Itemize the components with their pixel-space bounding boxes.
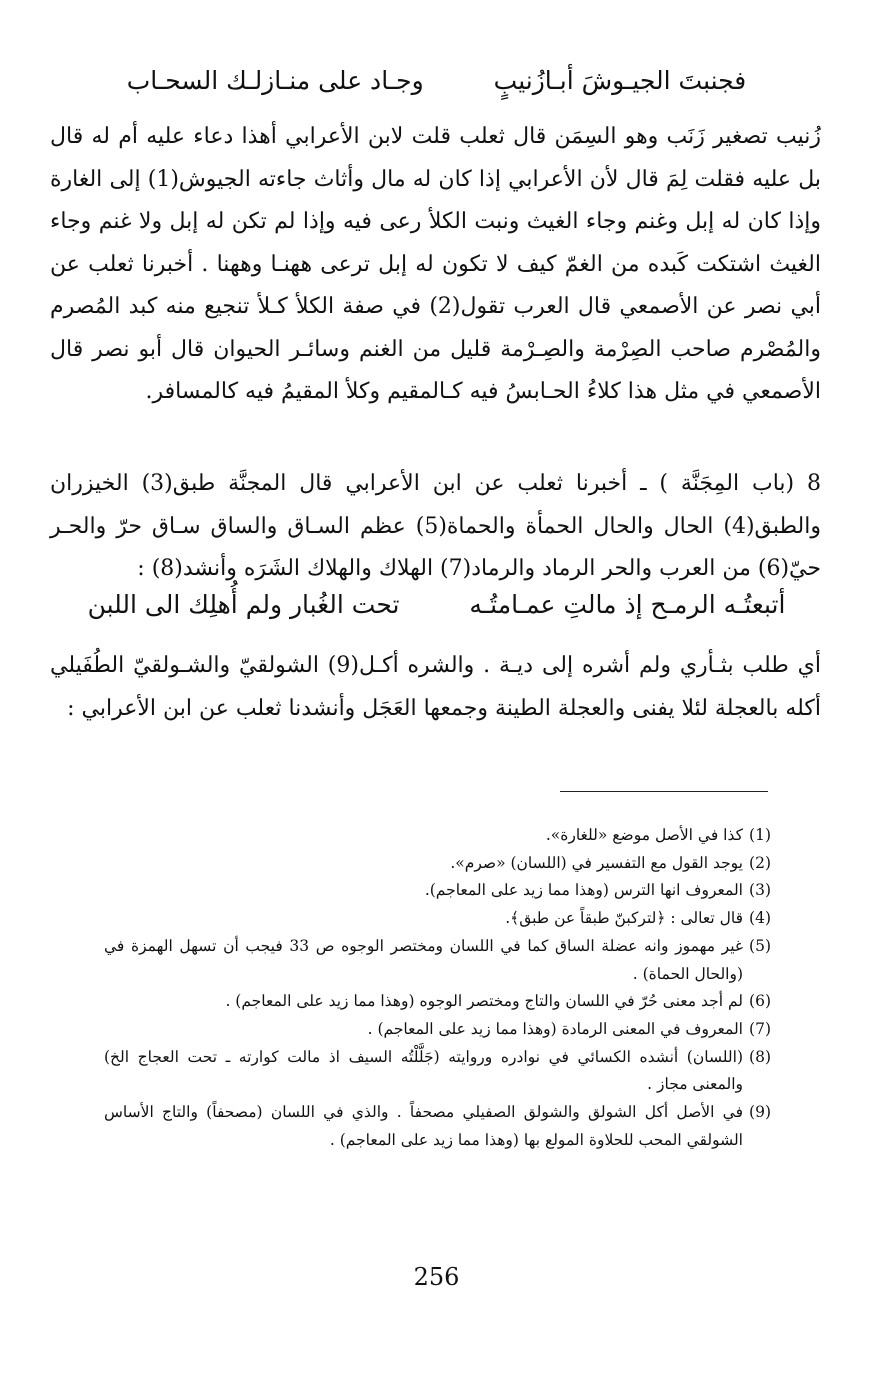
footnote-text: المعروف في المعنى الرمادة (وهذا مما زيد على المعاجم) . — [367, 1019, 743, 1038]
verse-left-hemistich: تحت الغُبار ولم أُهلِك الى اللبن — [87, 590, 400, 619]
footnote-text: غير مهموز وانه عضلة الساق كما في اللسان ومختصر الوجوه ص 33 فيجب أن تسهل الهمزة في (والحال الحماة) . — [104, 936, 743, 983]
verse-left-hemistich: وجـاد على منـازلـك السحـاب — [126, 66, 424, 95]
footnote — [104, 1016, 771, 1044]
footnote-number: (7) — [749, 1019, 771, 1038]
paragraph-2-text: 8 (باب المِجَنَّة ) ـ أخبرنا ثعلب عن ابن الأعرابي قال المجنَّة طبق(3) الخيزران والطبق(4) الحال والحال الحمأة والحماة(5) عظم السـاق والساق سـاق حرّ والحـر حيّ(6) من العرب والحر الرماد والرماد(7) الهلاك والهلاك الشَرَه وأنشد(8) : — [50, 471, 821, 581]
footnote-number: (1) — [749, 826, 771, 844]
paragraph-2 — [50, 463, 821, 591]
verse-right-hemistich: أتبعتُـه الرمـح إذ مالتِ عمـامتُـه — [469, 590, 786, 619]
footnote — [104, 1044, 771, 1099]
footnote-number: (9) — [749, 1103, 771, 1122]
footnote — [104, 905, 771, 933]
verse-top — [60, 66, 813, 95]
footnote-number: (5) — [749, 936, 771, 955]
footnote-text: المعروف انها الترس (وهذا مما زيد على المعاجم). — [424, 881, 743, 900]
footnote-number: (6) — [749, 992, 771, 1011]
footnote-text: (اللسان) أنشده الكسائي في نوادره وروايته (جَلَّلْتُه السيف اذ مالت كوارته ـ تحت العجاج الخ) والمعنى مجاز . — [104, 1047, 743, 1094]
footnote-number: (2) — [749, 853, 771, 872]
footnote-separator — [560, 791, 768, 792]
footnote-number: (4) — [749, 909, 771, 928]
footnote — [104, 1099, 771, 1154]
paragraph-1 — [50, 116, 821, 414]
footnote-text: قال تعالى : ﴿لتركبنّ طبقاً عن طبق﴾. — [505, 909, 743, 928]
footnote — [104, 877, 771, 905]
paragraph-1-text: زُنيب تصغير زَنَب وهو السِمَن قال ثعلب قلت لابن الأعرابي أهذا دعاء عليه أم له قال بل عليه فقلت لِمَ قال لأن الأعرابي إذا كان له مال وأثاث جاءته الجيوش(1) إلى الغارة وإذا كان له إبل وغنم وجاء الغيث ونبت الكلأ رعى فيه وإذا لم تكن له إبل ولا غنم وجاء الغيث اشتكت كَبده من الغمّ كيف لا تكون له إبل ترعى ههنـا وههنا . أخبرنا ثعلب عن أبي نصر عن الأصمعي قال العرب تقول(2) في صفة الكلأ كـلأ تنجيع منه كبد المُصرم والمُصْرم صاحب الصِرْمة والصِـرْمة قليل من الغنم وسائـر الحيوان قال أبو نصر قال الأصمعي في مثل هذا كلاءُ الحـابسُ فيه كـالمقيم وكلأ المقيمُ فيه كالمسافر. — [50, 124, 822, 404]
page-number: 256 — [413, 1263, 460, 1291]
footnote — [104, 933, 771, 988]
footnote — [104, 988, 771, 1016]
verse-right-hemistich: فجنبتَ الجيـوشَ أبـازُنيبٍ — [493, 66, 747, 95]
footnote-text: يوجد القول مع التفسير في (اللسان) «صرم». — [450, 853, 743, 872]
footnote-number: (8) — [749, 1047, 771, 1066]
footnote-number: (3) — [749, 881, 771, 900]
verse-middle — [60, 590, 813, 619]
footnote-text: في الأصل أكل الشولق والشولق الصفيلي مصحفاً . والذي في اللسان (مصحفاً) والتاج الأساس الشولقي المحب للحلاوة المولع بها (وهذا مما زيد على المعاجم) . — [104, 1103, 743, 1149]
footnote-text: كذا في الأصل موضع «للغارة». — [545, 826, 743, 844]
footnote-text: لم أجد معنى حُرّ في اللسان والتاج ومختصر الوجوه (وهذا مما زيد على المعاجم) . — [225, 992, 743, 1011]
footnotes — [104, 822, 771, 1154]
paragraph-3 — [50, 645, 821, 730]
paragraph-3-text: أي طلب بثـأري ولم أشره إلى ديـة . والشره أكـل(9) الشولقيّ والشـولقيّ الطُفَيلي أكله بالعجلة لئلا يفنى والعجلة الطينة وجمعها العَجَل وأنشدنا ثعلب عن ابن الأعرابي : — [50, 653, 821, 721]
footnote — [104, 822, 771, 850]
footnote — [104, 850, 771, 878]
